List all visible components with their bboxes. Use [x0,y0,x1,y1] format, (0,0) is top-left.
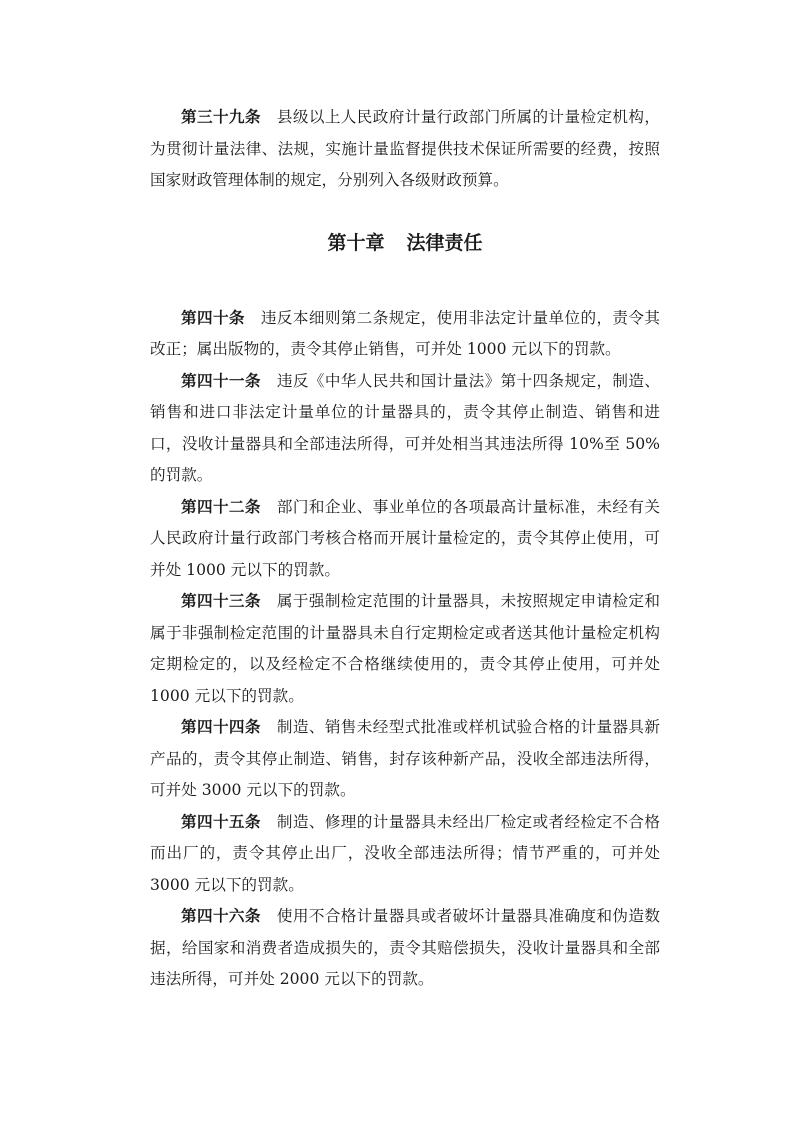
article-44 [150,712,660,807]
article-41 [150,366,660,492]
article-43 [150,586,660,712]
chapter-title: 法律责任 [406,231,483,254]
article-label: 第四十条 [181,308,245,327]
article-text: 县级以上人民政府计量行政部门所属的计量检定机构，为贯彻计量法律、法规，实施计量监督提供技术保证所需要的经费，按照国家财政管理体制的规定，分别列入各级财政预算。 [150,108,660,189]
article-text: 部门和企业、事业单位的各项最高计量标准，未经有关人民政府计量行政部门考核合格而开展计量检定的，责令其停止使用，可并处 1000 元以下的罚款。 [150,497,660,579]
article-42 [150,492,660,587]
document-page [150,102,660,996]
article-45 [150,807,660,902]
article-label: 第四十四条 [181,718,261,736]
article-text: 违反《中华人民共和国计量法》第十四条规定，制造、销售和进口非法定计量单位的计量器具的，责令其停止制造、销售和进口，没收计量器具和全部违法所得，可并处相当其违法所得 10%至 50%的罚款。 [150,371,660,484]
article-39 [150,102,660,197]
article-label: 第四十二条 [181,497,261,516]
chapter-heading [150,228,660,255]
article-label: 第四十六条 [181,907,261,925]
article-text: 违反本细则第二条规定，使用非法定计量单位的，责令其改正；属出版物的，责令其停止销售，可并处 1000 元以下的罚款。 [150,308,660,358]
article-label: 第三十九条 [181,108,261,126]
article-label: 第四十五条 [181,812,261,831]
article-40 [150,303,660,366]
article-text: 制造、修理的计量器具未经出厂检定或者经检定不合格而出厂的，责令其停止出厂，没收全部违法所得；情节严重的，可并处 3000 元以下的罚款。 [150,812,660,894]
article-label: 第四十一条 [181,371,261,390]
article-46 [150,901,660,996]
article-text: 制造、销售未经型式批准或样机试验合格的计量器具新产品的，责令其停止制造、销售，封存该种新产品，没收全部违法所得，可并处 3000 元以下的罚款。 [150,718,660,799]
chapter-number: 第十章 [327,231,385,254]
article-label: 第四十三条 [181,592,261,610]
article-text: 属于强制检定范围的计量器具，未按照规定申请检定和属于非强制检定范围的计量器具未自行定期检定或者送其他计量检定机构定期检定的，以及经检定不合格继续使用的，责令其停止使用，可并处 1000 元以下的罚款。 [150,592,660,705]
article-text: 使用不合格计量器具或者破坏计量器具准确度和伪造数据，给国家和消费者造成损失的，责令其赔偿损失，没收计量器具和全部违法所得，可并处 2000 元以下的罚款。 [150,907,660,988]
